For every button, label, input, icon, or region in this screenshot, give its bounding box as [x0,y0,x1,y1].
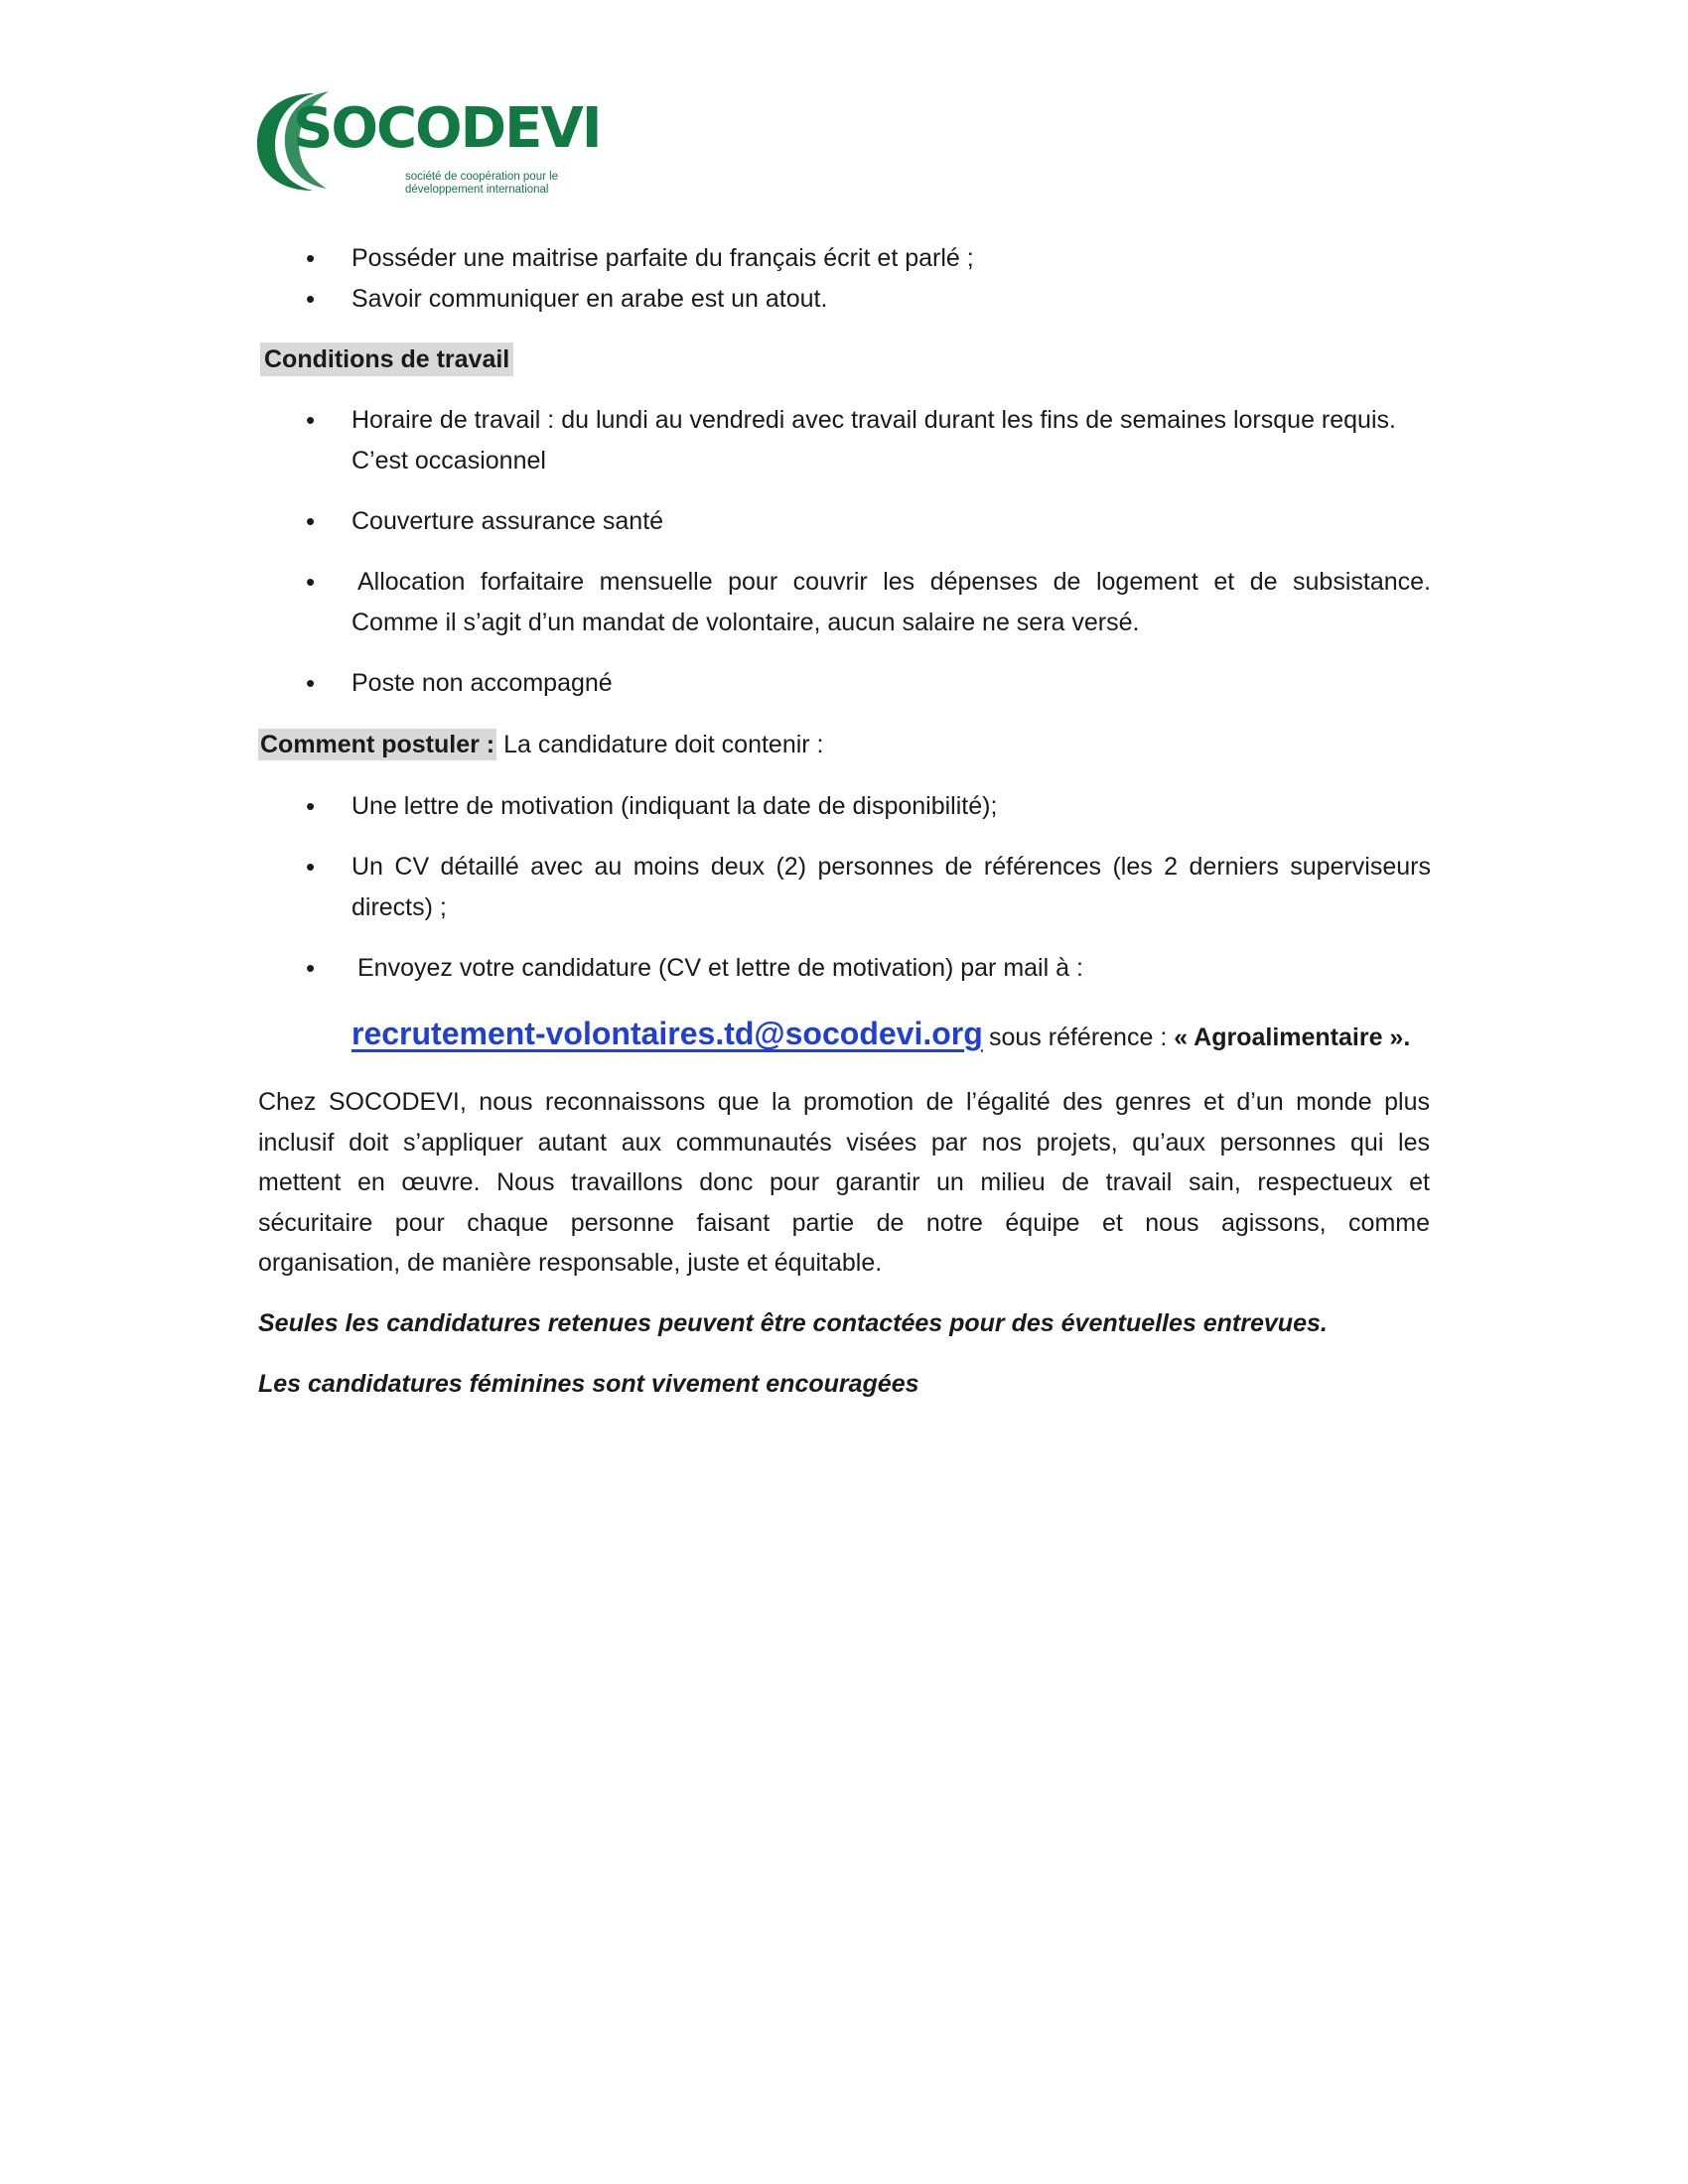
policy-line: mettent en œuvre. Nous travaillons donc pour garantir un milieu de travail sain, respectueux et [258,1168,1430,1196]
bullet-dot: • [306,953,316,983]
logo-wordmark: SOCODEVI [293,96,601,161]
bullet-dot: • [306,852,316,882]
apply-intro: La candidature doit contenir : [496,731,824,758]
equality-policy-paragraph [258,1082,1430,1284]
bullet-dot: • [306,405,316,435]
condition-insurance: Couverture assurance santé [352,507,664,535]
bullet-dot: • [306,668,316,698]
apply-intro-line [258,725,824,764]
recruitment-email-link[interactable]: recrutement-volontaires.td@socodevi.org [352,1016,983,1051]
socodevi-logo [253,87,601,199]
apply-item-cv-cont: directs) ; [352,893,447,921]
bullet-dot: • [306,567,316,597]
condition-unaccompanied: Poste non accompagné [352,669,613,697]
bullet-dot: • [306,243,316,273]
logo-tagline: société de coopération pour le développement international [405,171,559,196]
policy-line: organisation, de manière responsable, juste et équitable. [258,1249,883,1277]
policy-line: inclusif doit s’appliquer autant aux communautés visées par nos projets, qu’aux personnes qui les [258,1128,1430,1157]
apply-item-letter: Une lettre de motivation (indiquant la date de disponibilité); [352,792,998,820]
apply-item-send: Envoyez votre candidature (CV et lettre de motivation) par mail à : [357,954,1083,982]
language-requirement-french: Posséder une maitrise parfaite du français écrit et parlé ; [352,244,974,272]
policy-line: sécuritaire pour chaque personne faisant partie de notre équipe et nous agissons, comme [258,1208,1430,1237]
condition-allowance-cont: Comme il s’agit d’un mandat de volontaire, aucun salaire ne sera versé. [352,609,1140,636]
apply-heading: Comment postuler : [260,731,495,758]
policy-line: Chez SOCODEVI, nous reconnaissons que la promotion de l’égalité des genres et d’un monde plus [258,1088,1430,1116]
condition-schedule: Horaire de travail : du lundi au vendredi avec travail durant les fins de semaines lorsque requis. [352,406,1396,434]
bullet-dot: • [306,284,316,314]
conditions-heading: Conditions de travail [260,342,513,376]
women-encouraged-note: Les candidatures féminines sont vivement encouragées [258,1370,919,1398]
bullet-dot: • [306,791,316,821]
apply-item-cv: Un CV détaillé avec au moins deux (2) personnes de références (les 2 derniers superviseurs [352,853,1431,881]
reference-prefix: sous référence : [989,1024,1175,1051]
email-reference [989,1018,1410,1057]
language-requirement-arabic: Savoir communiquer en arabe est un atout. [352,285,828,313]
condition-allowance: Allocation forfaitaire mensuelle pour couvrir les dépenses de logement et de subsistance. [357,568,1431,596]
bullet-dot: • [306,506,316,536]
condition-schedule-cont: C’est occasionnel [352,447,546,475]
shortlist-note: Seules les candidatures retenues peuvent être contactées pour des éventuelles entrevues. [258,1309,1328,1337]
reference-value: « Agroalimentaire ». [1174,1024,1411,1051]
